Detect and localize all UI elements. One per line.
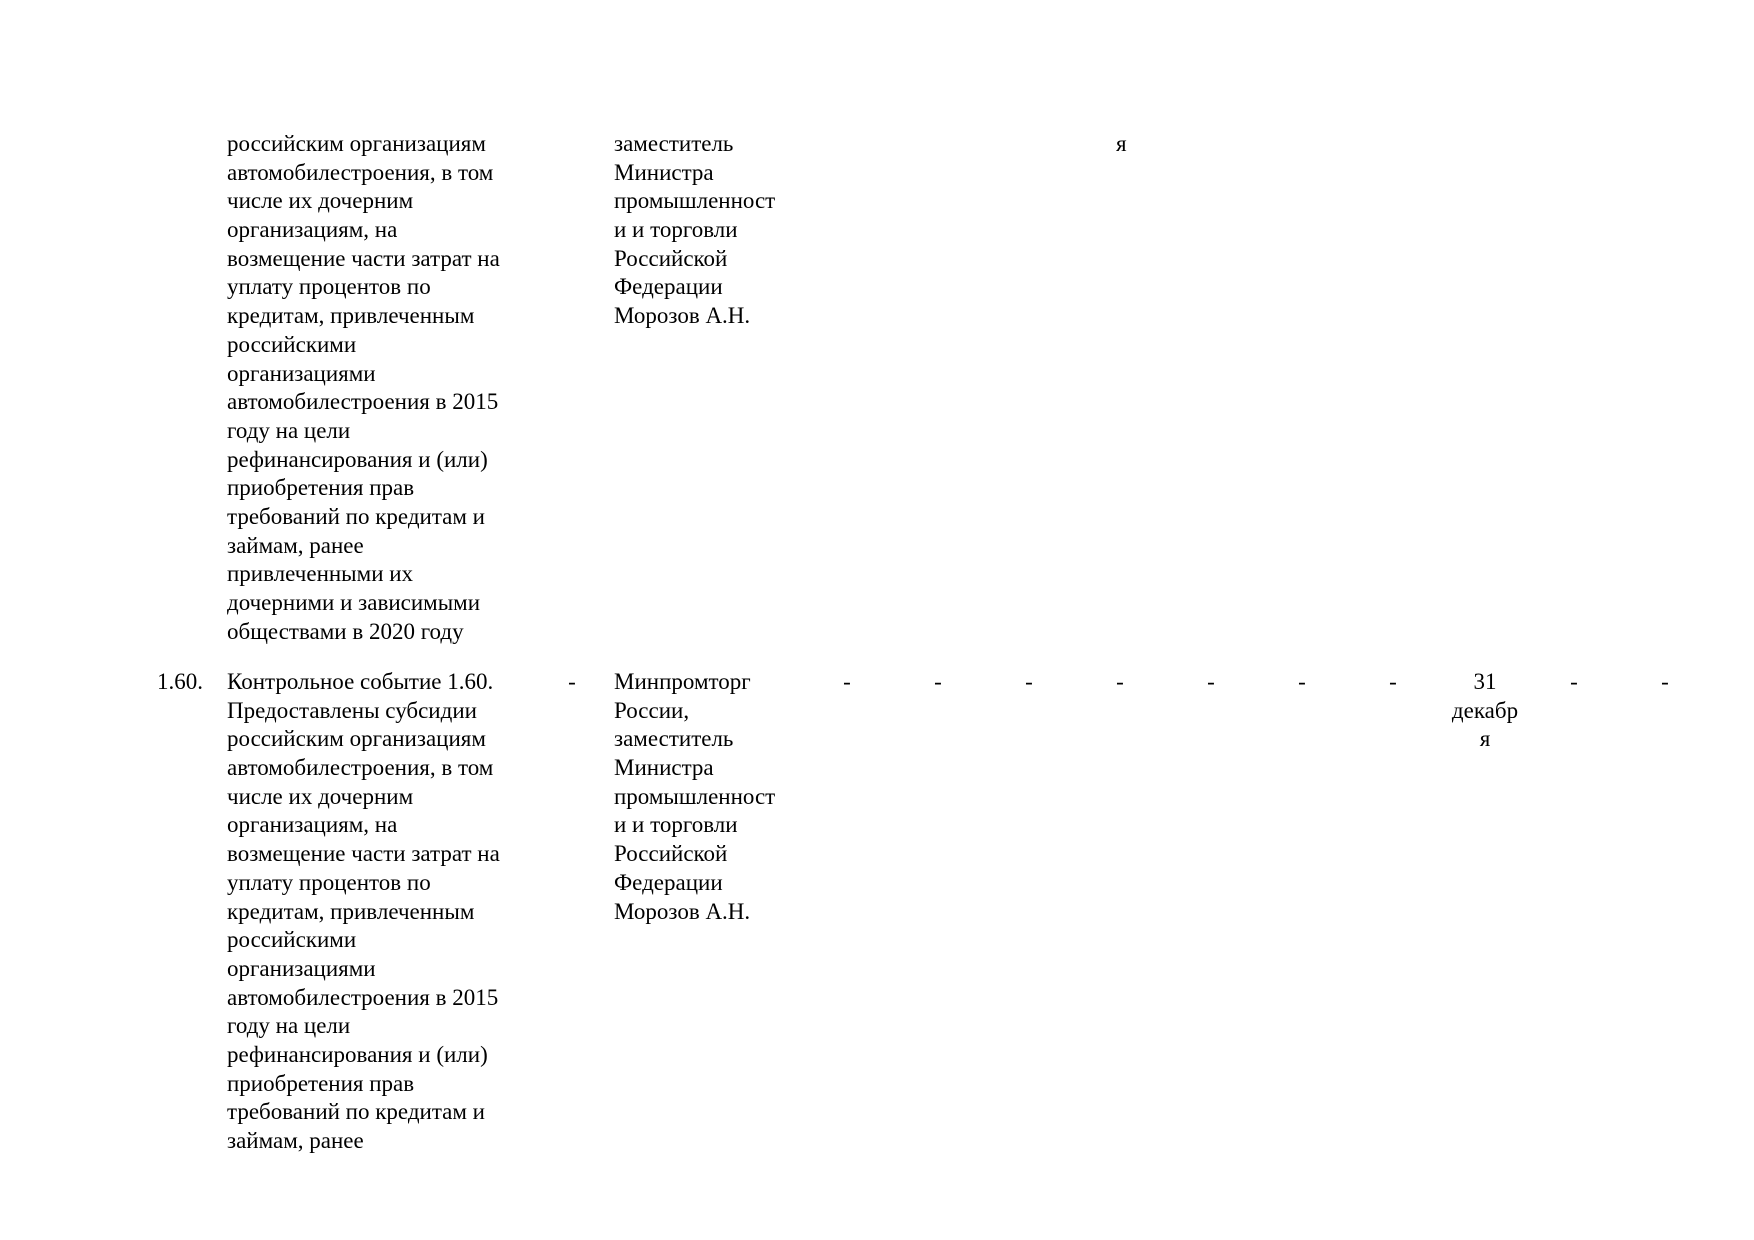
desc-line: российскими [227, 927, 357, 953]
resp-line: Федерации [614, 869, 723, 895]
prev-resp-line: Морозов А.Н. [614, 303, 751, 329]
prev-row-responsible [614, 130, 814, 331]
prev-resp-line: промышленност [614, 188, 776, 214]
prev-desc-line: приобретения прав [227, 475, 415, 501]
prev-desc-line: дочерними и зависимыми [227, 590, 481, 615]
quarter-mark: - [1389, 669, 1397, 694]
prev-desc-line: автомобилестроения в 2015 [227, 389, 499, 415]
date-line: декабр [1451, 697, 1519, 723]
prev-desc-line: рефинансирования и (или) [227, 446, 488, 472]
quarter-mark: - [1298, 669, 1306, 694]
desc-line: организациям, на [227, 812, 398, 838]
desc-line: году на цели [227, 1013, 351, 1039]
row-160-description [227, 668, 547, 1156]
quarter-mark: - [843, 669, 851, 694]
type-mark: - [568, 669, 576, 694]
desc-line: Предоставлены субсидии [227, 697, 477, 723]
resp-line: промышленност [614, 783, 776, 809]
prev-desc-line: привлеченными их [227, 561, 414, 587]
quarter-mark: - [1116, 669, 1124, 694]
resp-line: заместитель [614, 726, 734, 752]
quarter-mark: - [934, 669, 942, 694]
prev-desc-line: автомобилестроения, в том [227, 159, 494, 185]
resp-line: Минпромторг [614, 669, 751, 694]
date-line: я [1479, 726, 1491, 752]
prev-row-description [227, 130, 547, 646]
resp-line: Морозов А.Н. [614, 898, 751, 924]
desc-line: организациями [227, 955, 376, 981]
prev-desc-line: организациям, на [227, 217, 398, 243]
tail-mark: - [1661, 669, 1669, 694]
resp-line: Министра [614, 755, 714, 781]
desc-line: Контрольное событие 1.60. [227, 669, 494, 694]
prev-desc-line: российскими [227, 331, 357, 357]
prev-resp-line: заместитель [614, 131, 734, 156]
desc-line: возмещение части затрат на [227, 841, 500, 867]
prev-desc-line: займам, ранее [227, 532, 364, 558]
prev-resp-line: и и торговли [614, 217, 738, 243]
desc-line: автомобилестроения в 2015 [227, 984, 499, 1010]
desc-line: уплату процентов по [227, 869, 431, 895]
row-160-responsible [614, 668, 814, 926]
prev-resp-line: Министра [614, 159, 714, 185]
desc-line: кредитам, привлеченным [227, 898, 475, 924]
desc-line: займам, ранее [227, 1128, 364, 1153]
prev-desc-line: году на цели [227, 417, 351, 443]
quarter-mark: - [1025, 669, 1033, 694]
prev-desc-line: уплату процентов по [227, 274, 431, 300]
prev-resp-line: Российской [614, 245, 728, 271]
quarter-mark: - [1207, 669, 1215, 694]
prev-desc-line: обществами в 2020 году [227, 618, 464, 644]
resp-line: и и торговли [614, 812, 738, 838]
prev-desc-line: кредитам, привлеченным [227, 303, 475, 329]
desc-line: автомобилестроения, в том [227, 755, 494, 781]
resp-line: России, [614, 697, 690, 723]
prev-desc-line: возмещение части затрат на [227, 245, 500, 271]
tail-mark: - [1570, 669, 1578, 694]
prev-desc-line: требований по кредитам и [227, 503, 485, 529]
prev-row-date-fragment: я [1116, 131, 1127, 156]
prev-desc-line: российским организациям [227, 131, 486, 156]
prev-resp-line: Федерации [614, 274, 723, 300]
date-line: 31 [1473, 669, 1497, 694]
desc-line: требований по кредитам и [227, 1099, 485, 1125]
row-number: 1.60. [157, 669, 203, 694]
due-date [1440, 668, 1530, 754]
desc-line: рефинансирования и (или) [227, 1041, 488, 1067]
prev-desc-line: организациями [227, 360, 376, 386]
desc-line: числе их дочерним [227, 783, 414, 809]
prev-desc-line: числе их дочерним [227, 188, 414, 214]
desc-line: российским организациям [227, 726, 486, 752]
resp-line: Российской [614, 841, 728, 867]
desc-line: приобретения прав [227, 1070, 415, 1096]
